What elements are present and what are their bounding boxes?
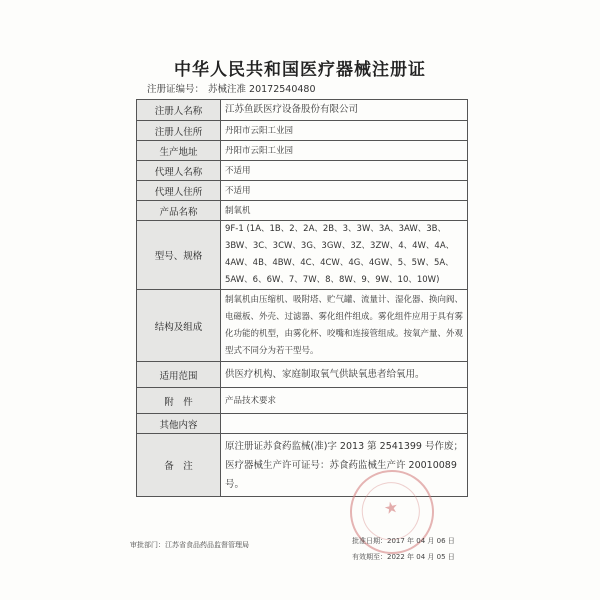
seal-star-icon: ★ <box>382 496 401 519</box>
row-value: 制氧机 <box>221 201 468 221</box>
table-row <box>137 290 468 362</box>
row-value: 丹阳市云阳工业园 <box>221 141 468 161</box>
table-row <box>137 221 468 290</box>
row-label: 代理人名称 <box>137 161 221 181</box>
certificate-title: 中华人民共和国医疗器械注册证 <box>174 60 426 80</box>
table-row <box>137 181 468 201</box>
table-row <box>137 414 468 434</box>
row-value: 江苏鱼跃医疗设备股份有限公司 <box>221 100 468 121</box>
row-label: 生产地址 <box>137 141 221 161</box>
certificate-table <box>136 99 468 497</box>
row-value: 丹阳市云阳工业园 <box>221 121 468 141</box>
valid-until-date: 有效期至：2022 年 04 月 05 日 <box>352 553 455 561</box>
table-row <box>137 362 468 388</box>
table-row <box>137 388 468 414</box>
approval-date: 批准日期：2017 年 04 月 06 日 <box>352 537 455 545</box>
row-label: 代理人住所 <box>137 181 221 201</box>
row-label: 附 件 <box>137 388 221 414</box>
row-label: 备 注 <box>137 434 221 497</box>
row-value: 原注册证苏食药监械(准)字 2013 第 2541399 号作废；医疗器械生产许可证号：苏食药监械生产许 20010089 号。 <box>221 434 468 497</box>
row-value: 产品技术要求 <box>221 388 468 414</box>
row-label: 产品名称 <box>137 201 221 221</box>
row-label: 适用范围 <box>137 362 221 388</box>
row-value: 不适用 <box>221 181 468 201</box>
row-label: 型号、规格 <box>137 221 221 290</box>
row-value: 9F-1 (1A、1B、2、2A、2B、3、3W、3A、3AW、3B、3BW、3C、3CW、3G、3GW、3Z、3ZW、4、4W、4A、4AW、4B、4BW、4C、4CW、4G、4GW、5、5W、5A、5AW、6、6W、7、7W、8、8W、9、9W、10、10W) <box>221 221 468 290</box>
registration-number <box>147 81 316 95</box>
row-label: 注册人名称 <box>137 100 221 121</box>
row-value: 不适用 <box>221 161 468 181</box>
row-label: 结构及组成 <box>137 290 221 362</box>
row-label: 注册人住所 <box>137 121 221 141</box>
row-value: 供医疗机构、家庭制取氧气供缺氧患者给氧用。 <box>221 362 468 388</box>
table-row <box>137 201 468 221</box>
registration-number-value: 苏械注准 20172540480 <box>208 84 316 95</box>
certificate-dates <box>352 533 455 565</box>
table-row <box>137 100 468 121</box>
table-row <box>137 141 468 161</box>
registration-number-label: 注册证编号： <box>147 84 205 95</box>
issuing-authority: 审批部门：江苏省食品药品监督管理局 <box>130 541 249 549</box>
table-row <box>137 161 468 181</box>
row-value: 制氧机由压缩机、吸附塔、贮气罐、流量计、湿化器、换向阀、电磁板、外壳、过滤器、雾化组件组成。雾化组件应用于具有雾化功能的机型，由雾化杯、咬嘴和连接管组成。按氧产量、外观型式不同分为若干型号。 <box>221 290 468 362</box>
table-row <box>137 121 468 141</box>
row-value <box>221 414 468 434</box>
row-label: 其他内容 <box>137 414 221 434</box>
